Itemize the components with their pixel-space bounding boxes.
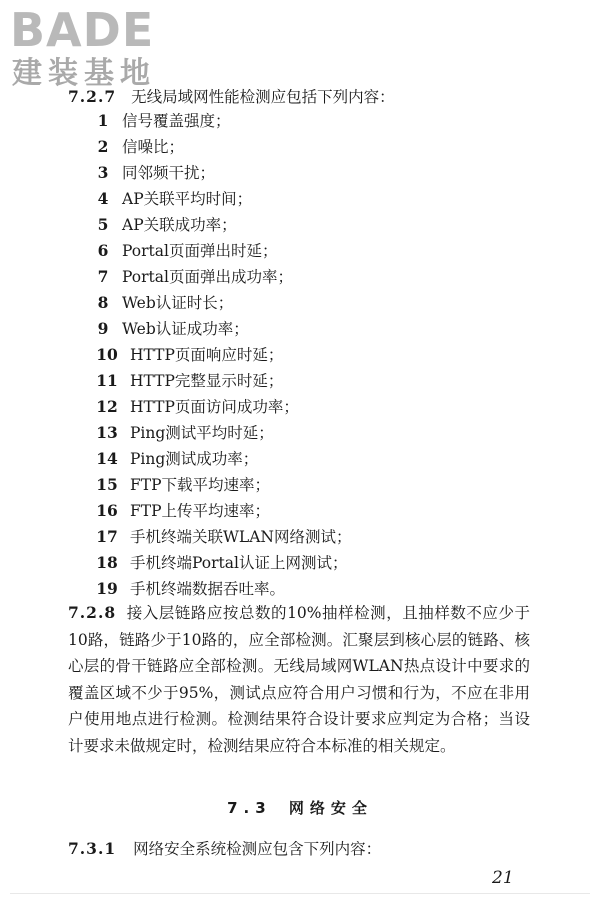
list-item-number: 19 [96, 579, 118, 598]
list-item-number: 1 [97, 111, 109, 130]
list-item [92, 214, 237, 236]
list-item [92, 292, 233, 314]
list-item-text: HTTP完整显示时延； [130, 372, 284, 390]
list-item-text: 信噪比； [122, 138, 185, 156]
list-item-number: 5 [97, 215, 109, 234]
list-item-number: 14 [96, 449, 118, 468]
list-item-text: 手机终端关联WLAN网络测试； [130, 528, 352, 546]
list-item [92, 552, 347, 574]
list-item-text: 信号覆盖强度； [122, 112, 231, 130]
list-item-text: Portal页面弹出成功率； [122, 268, 293, 286]
list-item-number: 6 [97, 241, 109, 260]
section-number: 7.3 [227, 799, 272, 817]
list-item [92, 396, 299, 418]
list-item [92, 110, 231, 132]
list-item-number: 13 [96, 423, 118, 442]
clause-728-paragraph [68, 600, 530, 759]
list-item-text: HTTP页面响应时延； [130, 346, 284, 364]
list-item [92, 370, 283, 392]
list-item-text: 手机终端Portal认证上网测试； [130, 554, 348, 572]
clause-number: 7.2.8 [68, 603, 117, 622]
list-item-number: 18 [96, 553, 118, 572]
list-item-text: Ping测试平均时延； [130, 424, 274, 442]
list-item-text: Web认证成功率； [122, 320, 249, 338]
list-item-number: 4 [97, 189, 109, 208]
list-item-number: 15 [96, 475, 118, 494]
list-item [92, 500, 270, 522]
list-item-number: 12 [96, 397, 118, 416]
list-item-number: 8 [97, 293, 109, 312]
list-item [92, 240, 277, 262]
list-item [92, 162, 215, 184]
list-item-number: 17 [96, 527, 118, 546]
clause-number: 7.3.1 [68, 839, 117, 858]
list-item-text: 手机终端数据吞吐率。 [130, 580, 286, 598]
list-item-text: AP关联平均时间； [122, 190, 253, 208]
list-item-text: Portal页面弹出时延； [122, 242, 278, 260]
list-item [92, 526, 351, 548]
clause-title: 无线局域网性能检测应包括下列内容： [131, 88, 395, 106]
list-item [92, 136, 184, 158]
bottom-divider [10, 893, 590, 894]
bade-logo [10, 4, 180, 96]
list-item-number: 11 [96, 371, 118, 390]
section-title: 网络安全 [288, 799, 373, 817]
list-item [92, 266, 293, 288]
list-item [92, 188, 252, 210]
list-item-text: HTTP页面访问成功率； [130, 398, 299, 416]
list-item-text: FTP上传平均速率； [130, 502, 271, 520]
list-item [92, 448, 258, 470]
list-item [92, 578, 285, 600]
list-item-number: 7 [97, 267, 109, 286]
clause-text: 接入层链路应按总数的10%抽样检测，且抽样数不应少于10路，链路少于10路的，应全部检测。汇聚层到核心层的链路、核心层的骨干链路应全部检测。无线局域网WLAN热点设计中要求的覆盖区域不少于95%，测试点应符合用户习惯和行为，不应在非用户使用地点进行检测。检测结果符合设计要求应判定为合格；当设计要求未做规定时，检测结果应符合本标准的相关规定。 [68, 604, 530, 755]
list-item-number: 10 [96, 345, 118, 364]
list-item-number: 2 [97, 137, 109, 156]
clause-number: 7.2.7 [68, 87, 117, 106]
clause-text: 网络安全系统检测应包含下列内容： [133, 840, 382, 858]
list-item [92, 474, 270, 496]
logo-chinese-text: 建装基地 [12, 56, 156, 91]
logo-latin-text: BADE [10, 3, 155, 57]
list-item-text: Ping测试成功率； [130, 450, 259, 468]
section-heading [0, 797, 600, 818]
list-item-text: AP关联成功率； [122, 216, 237, 234]
clause-731 [68, 838, 381, 860]
list-item-text: 同邻频干扰； [122, 164, 216, 182]
list-item [92, 422, 274, 444]
list-item-number: 16 [96, 501, 118, 520]
list-item-text: FTP下载平均速率； [130, 476, 271, 494]
list-item-number: 3 [97, 163, 109, 182]
list-item [92, 318, 249, 340]
page-number: 21 [492, 868, 514, 888]
clause-727-heading [68, 86, 395, 108]
list-item-text: Web认证时长； [122, 294, 234, 312]
list-item-number: 9 [97, 319, 109, 338]
list-item [92, 344, 283, 366]
